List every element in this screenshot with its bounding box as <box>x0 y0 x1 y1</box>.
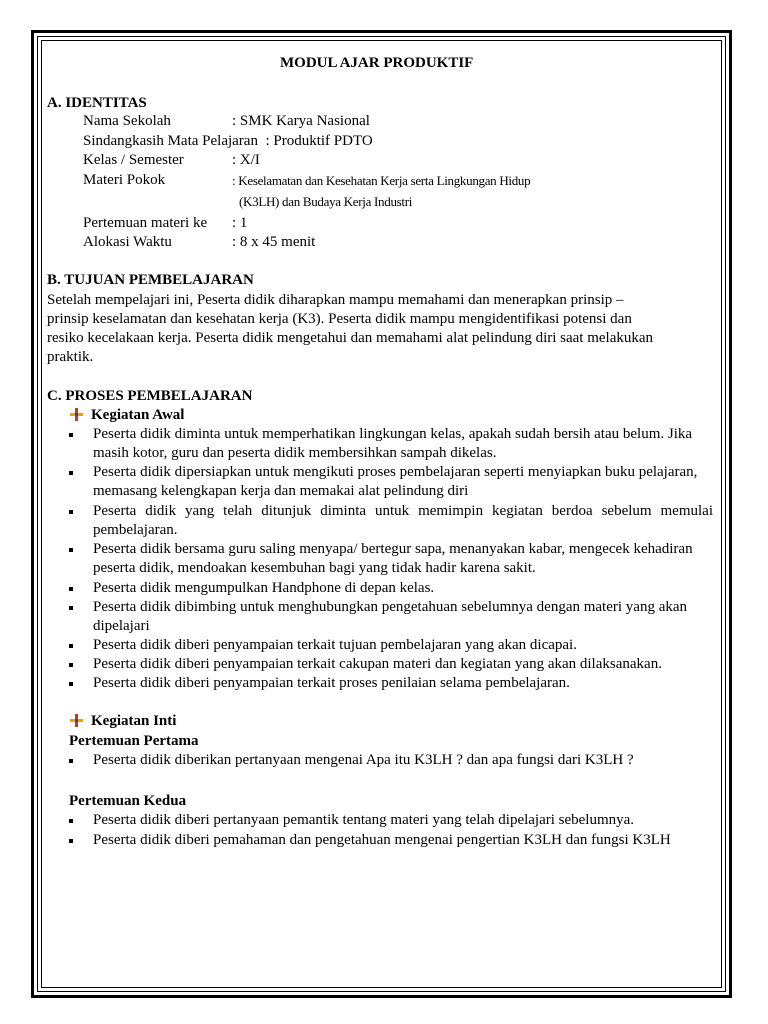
list-item: Peserta didik diberi pemahaman dan pengetahuan mengenai pengertian K3LH dan fungsi K3LH <box>93 832 671 848</box>
list-bullet <box>69 471 73 475</box>
identitas-label-and-value <box>83 132 373 151</box>
list-item: Peserta didik diberi penyampaian terkait proses penilaian selama pembelajaran. <box>93 675 570 691</box>
list-item: Peserta didik diberi penyampaian terkait cakupan materi dan kegiatan yang akan dilaksanakan. <box>93 656 662 672</box>
list-item: Peserta didik yang telah ditunjuk diminta untuk memimpin kegiatan berdoa sebelum memulai pembelajaran. <box>93 503 713 539</box>
list-bullet <box>69 510 73 514</box>
identitas-label: Pertemuan materi ke <box>83 215 208 231</box>
tujuan-line: prinsip keselamatan dan kesehatan kerja (K3). Peserta didik mampu mengidentifikasi potensi dan <box>47 311 632 327</box>
identitas-value-continued: (K3LH) dan Budaya Kerja Industri <box>239 194 413 209</box>
list-bullet <box>69 548 73 552</box>
list-bullet <box>69 433 73 437</box>
identitas-value: : 8 x 45 menit <box>232 234 316 250</box>
list-item: Peserta didik dibimbing untuk menghubungkan pengetahuan sebelumnya dengan materi yang akan dipelajari <box>93 599 688 635</box>
pin-bullet-icon <box>70 714 84 728</box>
list-item: Peserta didik dipersiapkan untuk mengikuti proses pembelajaran seperti menyiapkan buku pelajaran, memasang kelengkapan kerja dan memakai alat pelindung diri <box>93 464 698 500</box>
list-bullet <box>69 587 73 591</box>
subheading-pertemuan-kedua: Pertemuan Kedua <box>69 793 187 809</box>
identitas-value: : X/I <box>232 152 260 168</box>
identitas-value: : Keselamatan dan Kesehatan Kerja serta Lingkungan Hidup <box>232 173 531 188</box>
document-title: MODUL AJAR PRODUKTIF <box>280 55 474 71</box>
list-bullet <box>69 819 73 823</box>
identitas-value: : Produktif PDTO <box>265 133 373 149</box>
tujuan-line: resiko kecelakaan kerja. Peserta didik mengetahui dan memahami alat pelindung diri saat melakukan <box>47 330 654 346</box>
section-heading-tujuan: B. TUJUAN PEMBELAJARAN <box>47 272 254 288</box>
list-item: Peserta didik diberi penyampaian terkait tujuan pembelajaran yang akan dicapai. <box>93 637 577 653</box>
section-heading-identitas: A. IDENTITAS <box>47 95 147 111</box>
list-bullet <box>69 839 73 843</box>
list-item: Peserta didik bersama guru saling menyapa/ bertegur sapa, menanyakan kabar, mengecek kehadiran peserta didik, mendoakan kesembuhan bagi yang tidak hadir karena sakit. <box>93 541 693 577</box>
identitas-value: : 1 <box>232 215 248 231</box>
pin-bullet-icon <box>70 408 84 422</box>
list-bullet <box>69 663 73 667</box>
identitas-value: : SMK Karya Nasional <box>232 113 370 129</box>
list-bullet <box>69 759 73 763</box>
section-heading-proses: C. PROSES PEMBELAJARAN <box>47 388 253 404</box>
list-item: Peserta didik diberikan pertanyaan mengenai Apa itu K3LH ? dan apa fungsi dari K3LH ? <box>93 752 634 768</box>
list-item: Peserta didik mengumpulkan Handphone di depan kelas. <box>93 580 435 596</box>
list-item: Peserta didik diberi pertanyaan pemantik tentang materi yang telah dipelajari sebelumnya. <box>93 812 635 828</box>
identitas-label: Nama Sekolah <box>83 113 171 129</box>
subheading-pertemuan-pertama: Pertemuan Pertama <box>69 733 199 749</box>
subheading-kegiatan-inti: Kegiatan Inti <box>91 713 177 729</box>
identitas-label: Kelas / Semester <box>83 152 184 168</box>
tujuan-line: Setelah mempelajari ini, Peserta didik diharapkan mampu memahami dan menerapkan prinsip – <box>47 292 624 308</box>
identitas-label: Sindangkasih Mata Pelajaran <box>83 133 258 149</box>
subheading-kegiatan-awal: Kegiatan Awal <box>91 407 185 423</box>
tujuan-line: praktik. <box>47 349 94 365</box>
list-bullet <box>69 644 73 648</box>
list-bullet <box>69 606 73 610</box>
list-item: Peserta didik diminta untuk memperhatikan lingkungan kelas, apakah sudah bersih atau belum. Jika masih kotor, guru dan peserta didik membersihkan sampah dikelas. <box>93 426 693 462</box>
identitas-label: Alokasi Waktu <box>83 234 172 250</box>
list-bullet <box>69 682 73 686</box>
identitas-label: Materi Pokok <box>83 172 166 188</box>
